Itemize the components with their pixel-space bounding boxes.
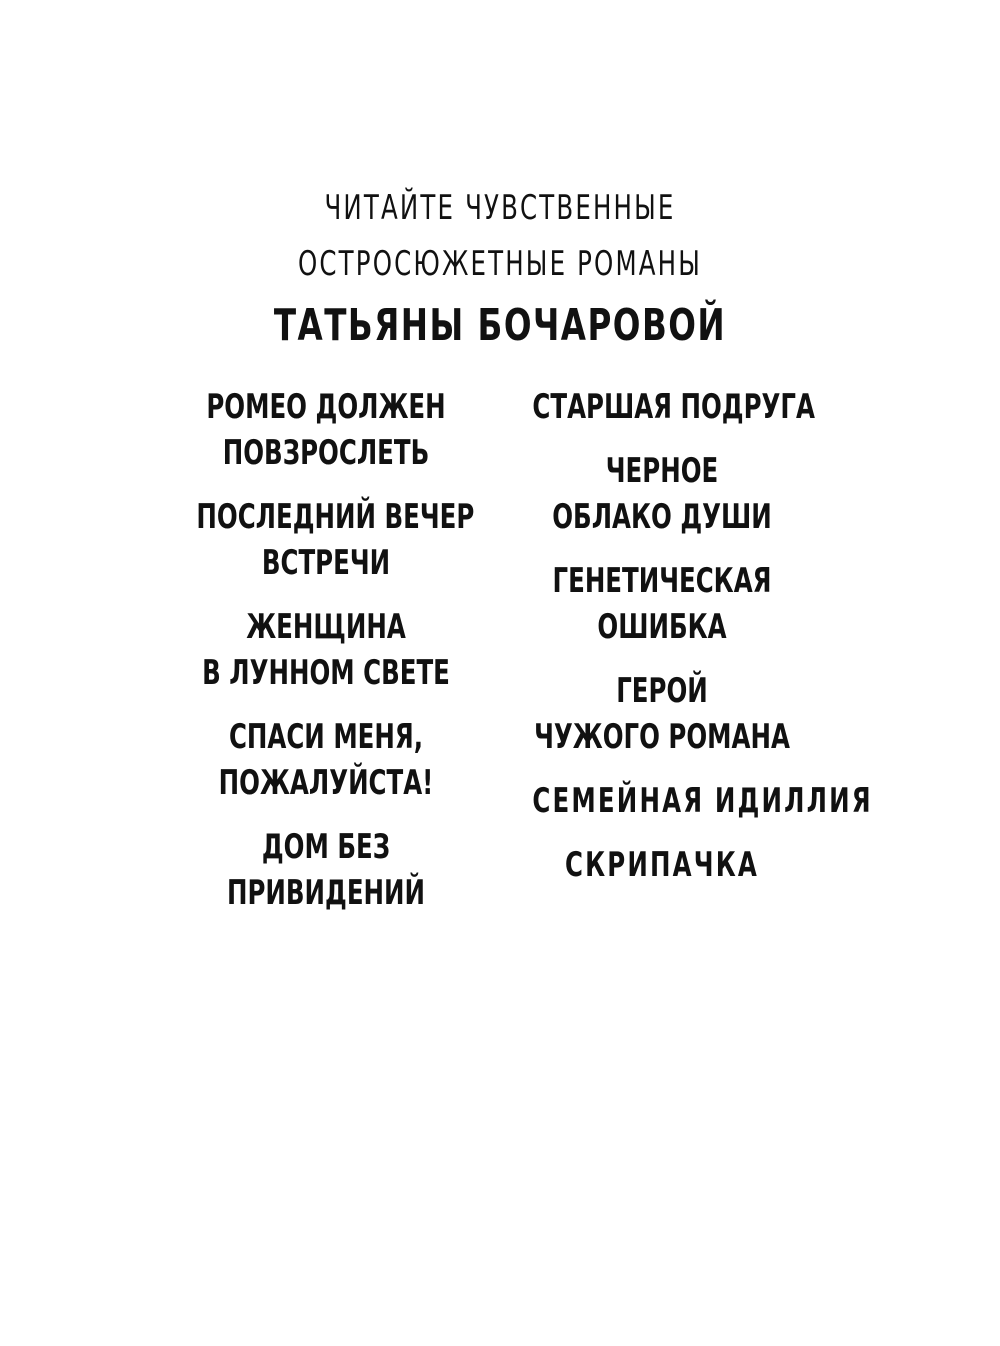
header-block bbox=[0, 180, 1000, 354]
book-title bbox=[482, 448, 842, 540]
header-line-2: ОСТРОСЮЖЕТНЫЕ РОМАНЫ bbox=[297, 244, 703, 284]
book-title bbox=[146, 604, 506, 696]
book-title-line: ПОЖАЛУЙСТА! bbox=[218, 763, 434, 803]
book-title-line: СЕМЕЙНАЯ ИДИЛЛИЯ bbox=[532, 781, 873, 821]
book-title-line: ЖЕНЩИНА bbox=[246, 607, 406, 647]
book-title-line: ГЕРОЙ bbox=[616, 671, 708, 711]
book-title-line: ОШИБКА bbox=[597, 607, 727, 647]
header-line-1: ЧИТАЙТЕ ЧУВСТВЕННЫЕ bbox=[324, 188, 676, 228]
book-title-line: ОБЛАКО ДУШИ bbox=[552, 497, 772, 537]
book-title bbox=[482, 778, 873, 824]
book-title-line: ПОСЛЕДНИЙ ВЕЧЕР bbox=[196, 497, 475, 537]
book-title-line: ГЕНЕТИЧЕСКАЯ bbox=[552, 561, 772, 601]
book-title bbox=[482, 558, 842, 650]
book-title bbox=[482, 668, 842, 760]
author-name: ТАТЬЯНЫ БОЧАРОВОЙ bbox=[273, 300, 727, 351]
book-title bbox=[146, 824, 506, 916]
book-title-line: ПОВЗРОСЛЕТЬ bbox=[222, 433, 430, 473]
book-title-line: РОМЕО ДОЛЖЕН bbox=[206, 387, 446, 427]
book-title-line: ЧУЖОГО РОМАНА bbox=[534, 717, 790, 757]
book-title-line: СКРИПАЧКА bbox=[564, 845, 760, 885]
book-title-line: СТАРШАЯ ПОДРУГА bbox=[532, 387, 815, 427]
book-title bbox=[146, 494, 506, 586]
book-title bbox=[146, 384, 506, 476]
book-title-line: ПРИВИДЕНИЙ bbox=[226, 873, 426, 913]
book-title bbox=[146, 714, 506, 806]
book-title-line: ВСТРЕЧИ bbox=[261, 543, 391, 583]
book-title-line: ДОМ БЕЗ bbox=[261, 827, 391, 867]
book-title-line: СПАСИ МЕНЯ, bbox=[228, 717, 424, 757]
book-title bbox=[482, 384, 842, 430]
book-column-right bbox=[482, 384, 873, 906]
book-title bbox=[482, 842, 842, 888]
book-column-left bbox=[146, 384, 506, 934]
book-title-line: ЧЕРНОЕ bbox=[605, 451, 719, 491]
book-title-line: В ЛУННОМ СВЕТЕ bbox=[202, 653, 450, 693]
